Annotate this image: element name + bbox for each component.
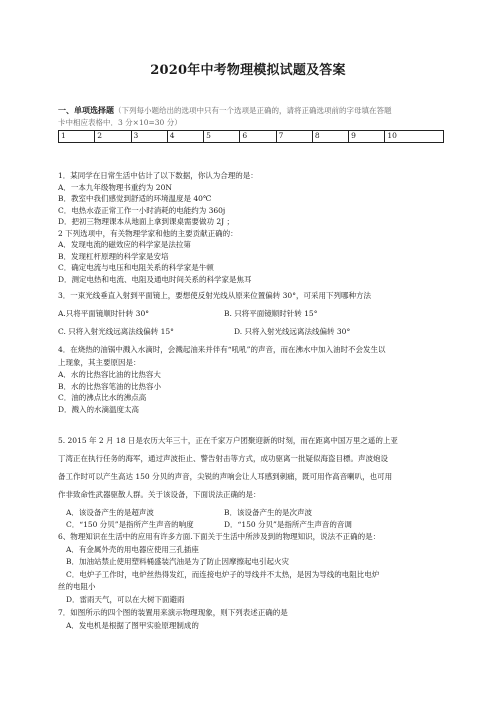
answer-cell-8[interactable]: 8 <box>312 131 348 143</box>
option-b: B．加油站禁止使用塑料桶盛装汽油是为了防止因摩擦起电引起火灾 <box>66 557 290 566</box>
option-b: B. 只将平面镜顺时针转 15° <box>224 309 318 318</box>
section-heading <box>58 104 450 129</box>
option-c: C. 只将入射光线远离法线偏转 15° <box>58 327 174 336</box>
option-c-cont: 丝的电阻小 <box>58 582 96 591</box>
question-stem-2: 丁湾正在执行任务的海军，通过声波拒止、警告射击等方式，成功驱离一批疑似海盗目標。声波炮设 <box>58 454 388 463</box>
question-stem: 3．一束光线垂直入射到平面镜上，要想使反射光线从原来位置偏转 30°，可采用下列哪种方法 <box>58 291 371 300</box>
option-a: A．发电机是根据了图甲实验原理制成的 <box>66 620 199 630</box>
option-a: A．水的比热容比油的比热容大 <box>58 370 161 379</box>
option-d: D．“150 分贝”是指所产生声音的音调 <box>224 520 352 529</box>
option-c: C．电热水壶正常工作一小时消耗的电能约为 360j <box>58 205 226 215</box>
option-c: C．电炉子工作时，电炉丝热得发红，而连接电炉子的导线并不太热，是因为导线的电阻比电炉 <box>66 569 380 579</box>
option-c: C．“150 分贝”是指所产生声音的响度 <box>66 520 194 529</box>
answer-cell-5[interactable]: 5 <box>204 131 240 143</box>
question-5 <box>58 432 450 504</box>
option-a: A．发现电流的磁效应的科学家是法拉第 <box>58 240 191 249</box>
page-title: 2020年中考物理模拟试题及答案 <box>150 63 346 78</box>
options-row-cd <box>58 323 450 341</box>
question-stem: 7．如图所示的四个图的装置用来演示物理现象，则下列表述正确的是 <box>58 608 288 617</box>
question-stem-1: 5. 2015 年 2 月 18 日是农历大年三十，正在千家万户团聚迎新的时刻，而在距离中国万里之遥的上亚 <box>58 436 398 445</box>
option-d: D．雷雨天气，可以在大树下面避雨 <box>66 594 185 604</box>
option-c: C．确定电流与电压和电阻关系的科学家是牛顿 <box>58 263 214 272</box>
option-b: B．发现杠杆原理的科学家是安培 <box>58 251 169 261</box>
option-d: D. 只将入射光线远离法线偏转 30° <box>234 327 351 336</box>
option-a: A．有金属外壳的用电器应使用三孔插座 <box>66 544 199 554</box>
answer-table <box>58 130 444 143</box>
section-title: 一、单项选择题 <box>58 105 114 115</box>
answer-cell-3[interactable]: 3 <box>131 131 167 143</box>
answer-cell-7[interactable]: 7 <box>276 131 312 143</box>
question-stem: 4．在烧热的油锅中溅入水滴时，会溅起油来并伴有“吼吼”的声音，而在沸水中加入油时不会发生以 <box>58 345 386 354</box>
options-row-cd <box>58 519 450 531</box>
question-stem: 6、物理知识在生活中的应用有许多方面.下面关于生活中所涉及到的物理知识，说法不正确的是： <box>58 532 381 541</box>
option-c: C．油的沸点比水的沸点高 <box>58 393 147 402</box>
answer-cell-1[interactable]: 1 <box>59 131 95 143</box>
question-2-stem: 2 下列选项中，有关物理学家和他的主要贡献正确的： <box>58 228 238 238</box>
answer-cell-4[interactable]: 4 <box>167 131 203 143</box>
option-a: A.只将平面镜顺时针转 30° <box>58 309 149 318</box>
section-note-2: 卡中相应表格中．3 分×10=30 分） <box>58 118 182 127</box>
option-d: D．溅入的水滴温度太高 <box>58 404 140 414</box>
question-stem: 1．某同学在日常生活中估计了以下数据，你认为合理的是： <box>58 171 258 180</box>
answer-cell-2[interactable]: 2 <box>95 131 131 143</box>
question-1 <box>58 170 450 285</box>
question-stem-cont: 上现象，其主要原因是： <box>58 358 141 367</box>
section-note-1: （下列每小题给出的选项中只有一个选项是正确的，请将正确选项前的字母填在答题 <box>114 106 392 115</box>
option-a: A．一本九年级物理书重约为 20N <box>58 182 172 192</box>
answer-cell-9[interactable]: 9 <box>349 131 385 143</box>
option-a: A．该设备产生的是超声波 <box>66 508 154 517</box>
question-6 <box>58 531 450 606</box>
question-stem-3: 备工作时可以产生高达 150 分贝的声音，尖锐的声响会让人耳感到刺痛，既可用作高音喇叭，也可用 <box>58 472 393 481</box>
options-row-ab <box>58 507 450 519</box>
question-5-options <box>58 507 450 531</box>
question-stem-4: 作非致命性武器驱散人群。关于该设备，下面说法正确的是： <box>58 490 261 499</box>
option-b: B．该设备产生的是次声波 <box>224 508 313 517</box>
option-b: B．教室中我们感觉到舒适的环境温度是 40℃ <box>58 194 212 203</box>
answer-cell-6[interactable]: 6 <box>240 131 276 143</box>
option-d: D．把初三物理课本从地面上拿到课桌需要做功 2J ； <box>58 217 235 226</box>
answer-table-row <box>59 131 444 143</box>
question-7 <box>58 607 450 632</box>
question-3 <box>58 287 450 341</box>
option-d: D．测定电热和电流、电阻及通电时间关系的科学家是焦耳 <box>58 274 252 284</box>
question-4 <box>58 343 450 415</box>
option-b: B．水的比热容笔油的比热容小 <box>58 381 162 391</box>
options-row-ab <box>58 305 450 323</box>
answer-cell-10[interactable]: 10 <box>385 131 444 143</box>
